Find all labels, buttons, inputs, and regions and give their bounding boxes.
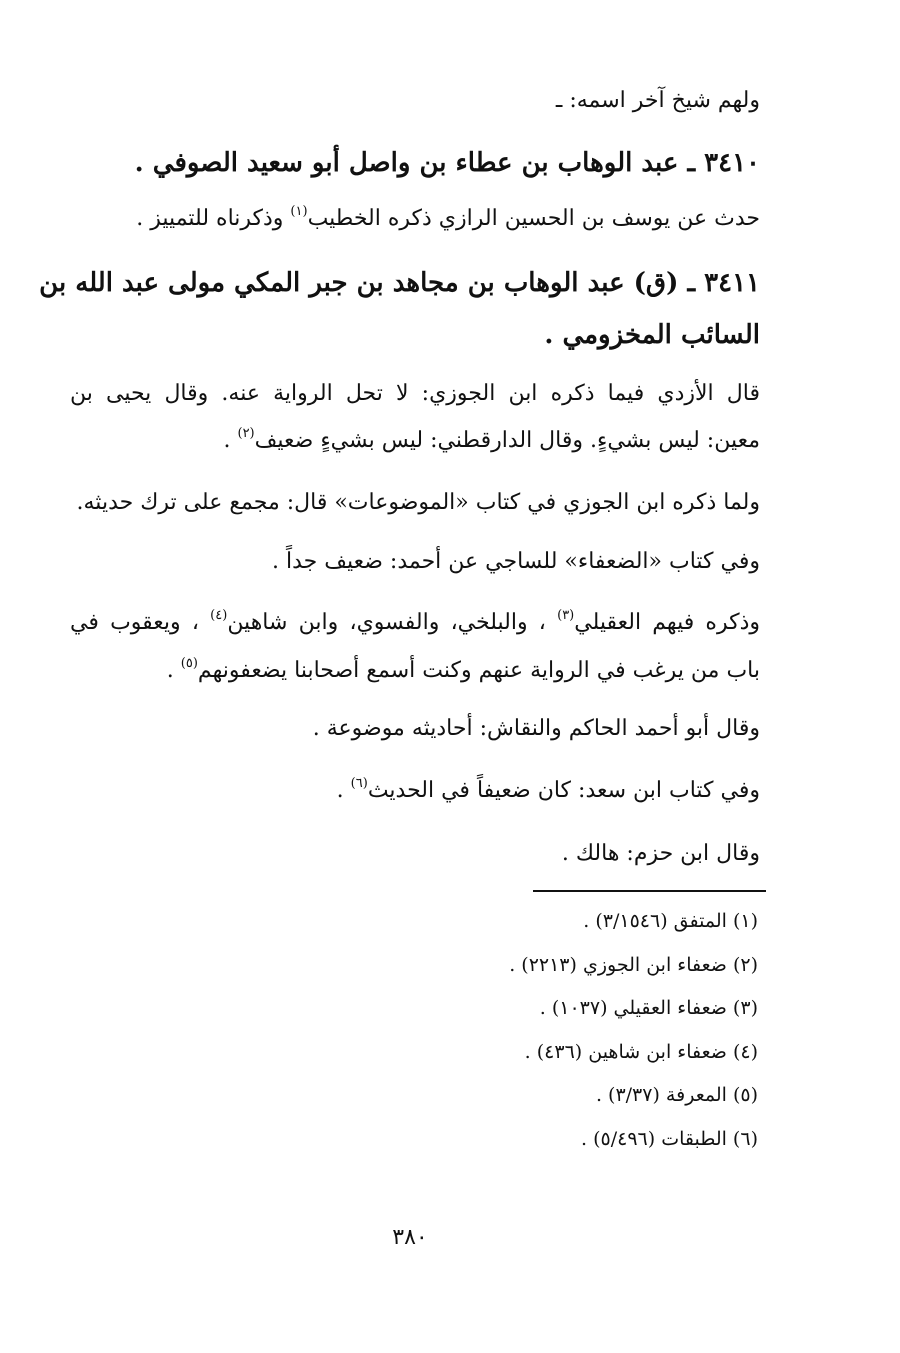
footnote-4: (٤) ضعفاء ابن شاهين (٤٣٦) . bbox=[524, 1041, 758, 1063]
intro-line: ولهم شيخ آخر اسمه: ـ bbox=[555, 88, 760, 113]
entry-3411-p7: وقال ابن حزم: هالك . bbox=[561, 841, 760, 866]
footnote-1: (١) المتفق (٣/١٥٤٦) . bbox=[583, 910, 758, 932]
entry-3410-text bbox=[136, 204, 760, 231]
entry-3410-text-b: وذكرناه للتمييز . bbox=[136, 206, 291, 231]
entry-3411-p4-line1-a: وذكره فيهم العقيلي bbox=[574, 610, 760, 635]
entry-3411-p6 bbox=[336, 776, 760, 803]
page-number: ٣٨٠ bbox=[392, 1225, 428, 1250]
entry-3411-p5: وقال أبو أحمد الحاكم والنقاش: أحاديثه موضوعة . bbox=[312, 716, 760, 741]
entry-3411-p4-line2 bbox=[166, 656, 760, 683]
entry-3411-p4-line2-b: . bbox=[166, 658, 181, 683]
footnote-2: (٢) ضعفاء ابن الجوزي (٢٢١٣) . bbox=[509, 954, 758, 976]
entry-3410-text-a: حدث عن يوسف بن الحسين الرازي ذكره الخطيب bbox=[307, 206, 760, 231]
footnote-ref-5[interactable]: (٥) bbox=[180, 656, 198, 671]
footnote-ref-4[interactable]: (٤) bbox=[210, 608, 228, 623]
entry-3411-p4-line1-b: ، والبلخي، والفسوي، وابن شاهين bbox=[227, 610, 558, 635]
footnote-ref-6[interactable]: (٦) bbox=[350, 776, 368, 791]
footnote-divider bbox=[533, 890, 766, 892]
entry-3411-p2: ولما ذكره ابن الجوزي في كتاب «الموضوعات» قال: مجمع على ترك حديثه. bbox=[76, 490, 760, 515]
entry-3410-heading: ٣٤١٠ ـ عبد الوهاب بن عطاء بن واصل أبو سعيد الصوفي . bbox=[134, 148, 760, 178]
footnote-3: (٣) ضعفاء العقيلي (١٠٣٧) . bbox=[539, 997, 758, 1019]
footnote-ref-2[interactable]: (٢) bbox=[237, 426, 255, 441]
footnote-6: (٦) الطبقات (٥/٤٩٦) . bbox=[581, 1128, 758, 1150]
footnote-ref-3[interactable]: (٣) bbox=[557, 608, 575, 623]
entry-3411-p6-a: وفي كتاب ابن سعد: كان ضعيفاً في الحديث bbox=[367, 778, 760, 803]
entry-3411-p1-line2-a: معين: ليس بشيءٍ. وقال الدارقطني: ليس بشيءٍ ضعيف bbox=[254, 428, 760, 453]
footnote-ref-1[interactable]: (١) bbox=[290, 204, 308, 219]
entry-3411-p4-line1-c: ، ويعقوب في bbox=[70, 610, 211, 635]
entry-3411-heading-line2: السائب المخزومي . bbox=[544, 320, 760, 350]
entry-3411-p1-line1: قال الأزدي فيما ذكره ابن الجوزي: لا تحل الرواية عنه. وقال يحيى بن bbox=[70, 381, 760, 406]
entry-3411-p1-line2 bbox=[223, 426, 760, 453]
footnote-5: (٥) المعرفة (٣/٣٧) . bbox=[595, 1084, 758, 1106]
entry-3411-p3: وفي كتاب «الضعفاء» للساجي عن أحمد: ضعيف جداً . bbox=[271, 549, 760, 574]
entry-3411-heading-line1: ٣٤١١ ـ (ق) عبد الوهاب بن مجاهد بن جبر المكي مولى عبد الله بن bbox=[39, 268, 760, 298]
entry-3411-p6-b: . bbox=[336, 778, 351, 803]
entry-3411-p1-line2-b: . bbox=[223, 428, 238, 453]
entry-3411-p4-line1 bbox=[70, 608, 760, 635]
entry-3411-p4-line2-a: باب من يرغب في الرواية عنهم وكنت أسمع أصحابنا يضعفونهم bbox=[197, 658, 760, 683]
